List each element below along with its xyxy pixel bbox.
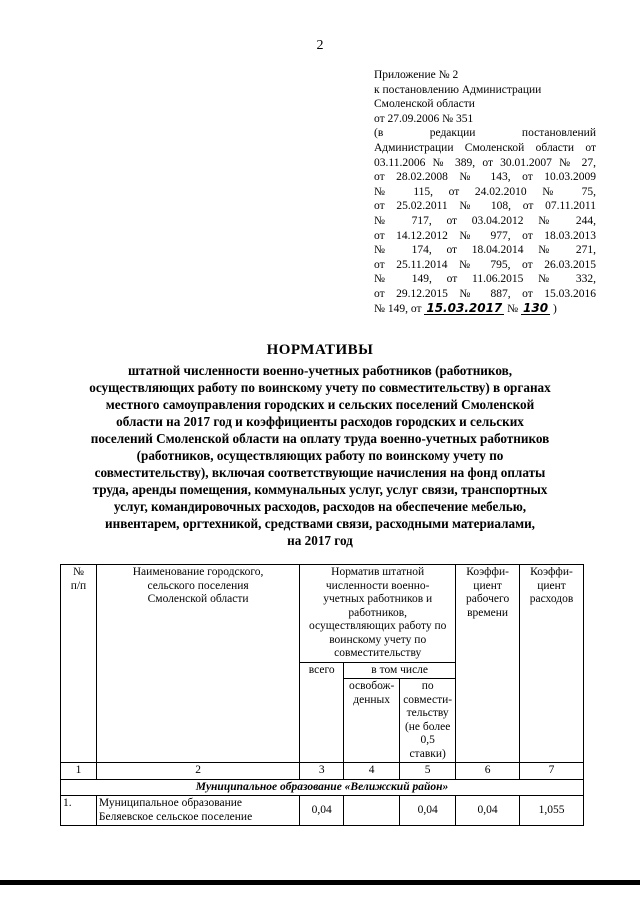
appendix-line: Смоленской области [374,98,475,111]
header-norm: Норматив штатной численности военно- учетных работников и работников, осуществляющих работу по воинскому учету по совместительству [300,565,456,663]
col-number: 6 [456,763,520,780]
column-numbers-row [61,763,584,780]
edition-line: № 717, от 03.04.2012 № 244, [374,214,596,227]
section-title: Муниципальное образование «Велижский район» [61,779,584,796]
edition-line: 03.11.2006 № 389, от 30.01.2007 № 27, [374,156,596,169]
edition-line: № 115, от 24.02.2010 № 75, [374,185,596,198]
row-work-coef: 0,04 [456,796,520,826]
edition-last-prefix: № 149, от [374,302,422,315]
edition-last-line [374,302,596,317]
handwritten-date: 15.03.2017 [426,300,503,315]
col-number: 7 [520,763,584,780]
appendix-line: от 27.09.2006 № 351 [374,112,474,125]
row-name: Муниципальное образование Беляевское сельское поселение [96,796,299,826]
row-exp-coef: 1,055 [520,796,584,826]
subtitle-line: инвентарем, оргтехникой, средствами связи, расходными материалами, [105,516,535,531]
edition-line: (в редакции постановлений [374,127,596,140]
col-number: 4 [344,763,400,780]
subtitle-line: на 2017 год [287,533,353,548]
subtitle-line: поселений Смоленской области на оплату труда военно-учетных работников [90,431,550,446]
edition-line: № 149, от 11.06.2015 № 332, [374,273,596,286]
bottom-divider [0,880,640,885]
table-row [61,796,584,826]
header-work-coef: Коэффи- циент рабочего времени [456,565,520,763]
row-num: 1. [61,796,97,826]
subtitle-line: местного самоуправления городских и сельских поселений Смоленской [105,397,535,412]
appendix-line: Приложение № 2 [374,69,459,81]
header-exp-coef: Коэффи- циент расходов [520,565,584,763]
header-num: № п/п [61,565,97,763]
subtitle-line: труда, аренды помещения, коммунальных услуг, услуг связи, транспортных [92,482,548,497]
subtitle-line: области на 2017 год и коэффициенты расходов городских и сельских [116,414,524,429]
subtitle-line: осуществляющих работу по воинскому учету по совместительству) в органах [89,380,551,395]
page-number: 2 [316,38,324,53]
document-subtitle [60,362,580,549]
edition-closing-paren: ) [552,302,557,315]
table-header-row [61,565,584,663]
col-number: 1 [61,763,97,780]
normatives-table [60,564,584,826]
edition-line: от 14.12.2012 № 977, от 18.03.2013 [374,229,596,242]
header-part-time: по совмести- тельству (не более 0,5 ставки) [400,679,456,763]
header-name: Наименование городского, сельского поселения Смоленской области [96,565,299,763]
col-number: 3 [300,763,344,780]
row-part-time: 0,04 [400,796,456,826]
document-title: НОРМАТИВЫ [266,342,374,358]
edition-no-sign: № [507,302,519,315]
subtitle-line: совместительству), включая соответствующие начисления на фонд оплаты [94,465,546,480]
section-row [61,779,584,796]
edition-line: от 25.11.2014 № 795, от 26.03.2015 [374,258,596,271]
appendix-block [374,68,596,316]
subtitle-line: (работников, осуществляющих работу по воинскому учету по [136,448,504,463]
appendix-line: к постановлению Администрации [374,83,542,96]
subtitle-line: штатной численности военно-учетных работников (работников, [127,363,513,378]
edition-line: от 25.02.2011 № 108, от 07.11.2011 [374,200,596,213]
edition-line: от 28.02.2008 № 143, от 10.03.2009 [374,171,596,184]
edition-line: Администрации Смоленской области от [374,141,596,154]
edition-line: № 174, от 18.04.2014 № 271, [374,244,596,257]
col-number: 5 [400,763,456,780]
subtitle-line: услуг, командировочных расходов, расходов на обеспечение мебелью, [113,499,527,514]
handwritten-number: 130 [523,300,549,315]
row-total: 0,04 [300,796,344,826]
row-released [344,796,400,826]
header-incl: в том числе [344,662,456,679]
col-number: 2 [96,763,299,780]
header-released: освобож- денных [344,679,400,763]
header-total: всего [300,662,344,763]
edition-line: от 29.12.2015 № 887, от 15.03.2016 [374,287,596,300]
